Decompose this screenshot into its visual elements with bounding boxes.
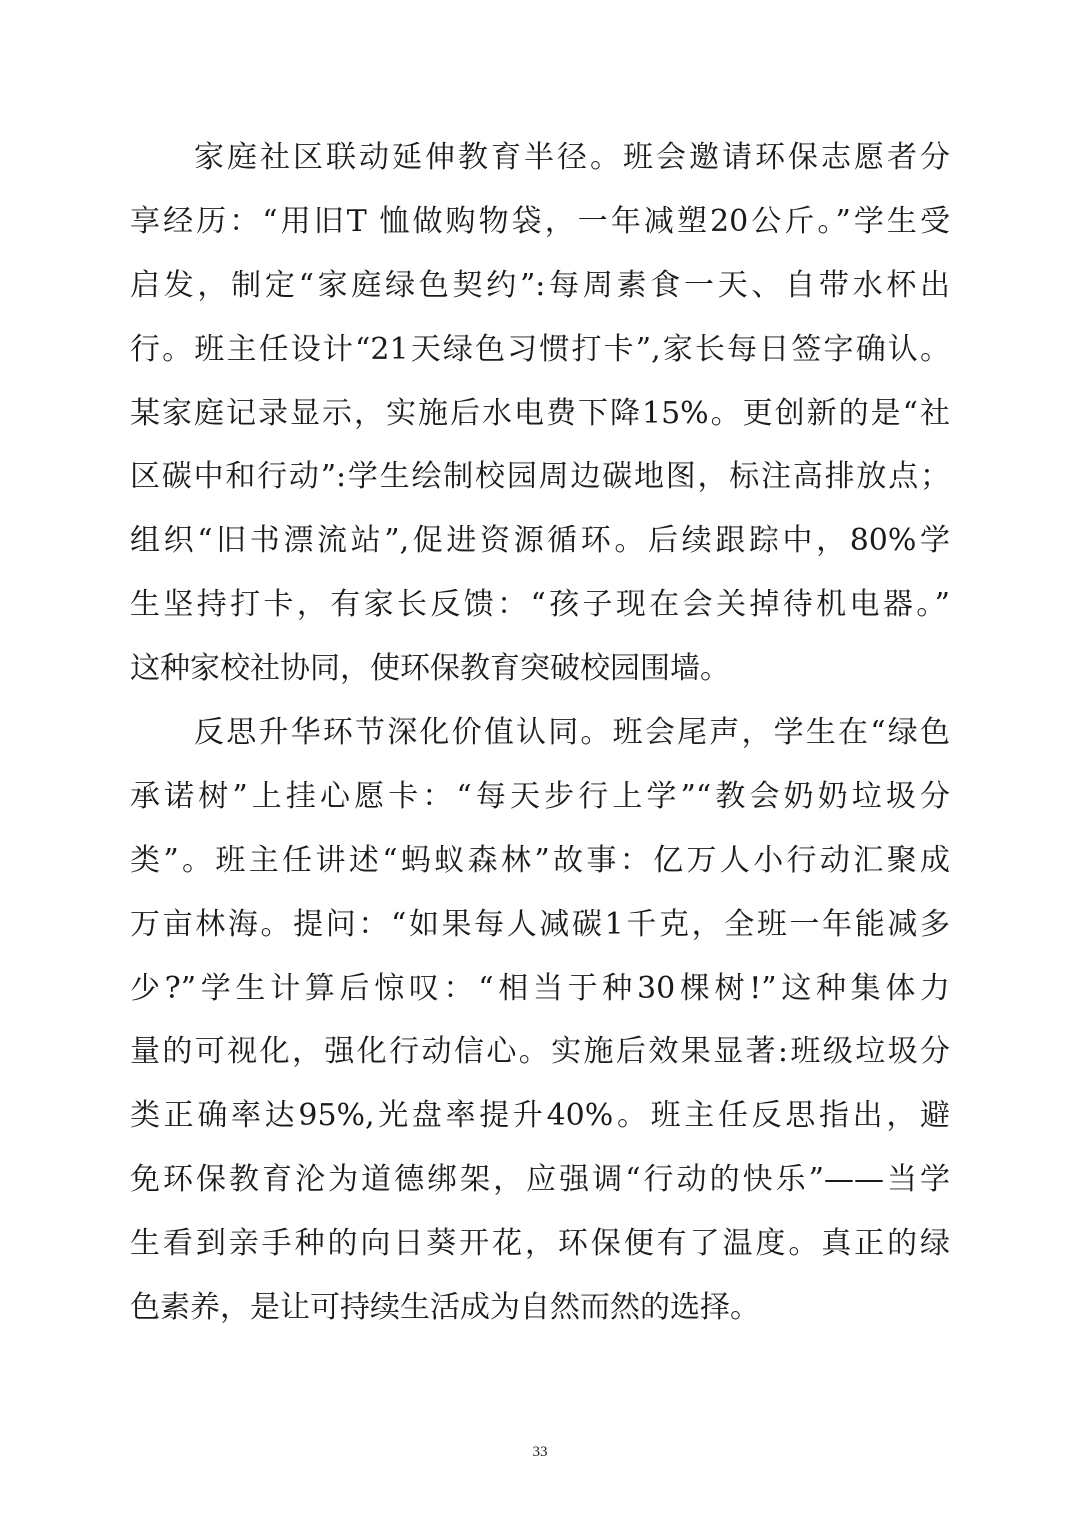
text-line: 类”。班主任讲述“蚂蚁森林”故事：亿万人小行动汇聚成	[130, 842, 950, 878]
text-line: 生看到亲手种的向日葵开花，环保便有了温度。真正的绿	[130, 1226, 950, 1262]
text-line: 享经历：“用旧T 恤做购物袋，一年减塑20公斤。”学生受	[130, 203, 950, 239]
text-line: 免环保教育沦为道德绑架，应强调“行动的快乐”——当学	[130, 1162, 950, 1198]
text-line: 反思升华环节深化价值认同。班会尾声，学生在“绿色	[194, 715, 950, 751]
paragraph-family-community	[130, 126, 950, 701]
text-line: 色素养，是让可持续生活成为自然而然的选择。	[130, 1290, 760, 1326]
text-line: 万亩林海。提问：“如果每人减碳1千克，全班一年能减多	[130, 906, 950, 942]
page-number: 33	[532, 1444, 548, 1460]
text-line: 承诺树”上挂心愿卡：“每天步行上学”“教会奶奶垃圾分	[130, 778, 950, 814]
text-line: 生坚持打卡，有家长反馈：“孩子现在会关掉待机电器。”	[130, 587, 950, 623]
text-line: 家庭社区联动延伸教育半径。班会邀请环保志愿者分	[194, 140, 950, 175]
text-line: 行。班主任设计“21天绿色习惯打卡”,家长每日签字确认。	[130, 331, 950, 367]
paragraph-reflection	[130, 701, 950, 1340]
text-line: 这种家校社协同，使环保教育突破校园围墙。	[130, 651, 730, 687]
text-line: 区碳中和行动”:学生绘制校园周边碳地图，标注高排放点；	[130, 459, 950, 495]
text-line: 启发，制定“家庭绿色契约”:每周素食一天、自带水杯出	[130, 267, 950, 303]
text-line: 量的可视化，强化行动信心。实施后效果显著:班级垃圾分	[130, 1034, 950, 1070]
text-line: 某家庭记录显示，实施后水电费下降15%。更创新的是“社	[130, 395, 950, 431]
body-text	[130, 126, 950, 1340]
text-line: 少?”学生计算后惊叹：“相当于种30棵树!”这种集体力	[130, 970, 950, 1006]
text-line: 组织“旧书漂流站”,促进资源循环。后续跟踪中，80%学	[130, 523, 950, 559]
text-line: 类正确率达95%,光盘率提升40%。班主任反思指出，避	[130, 1098, 950, 1134]
